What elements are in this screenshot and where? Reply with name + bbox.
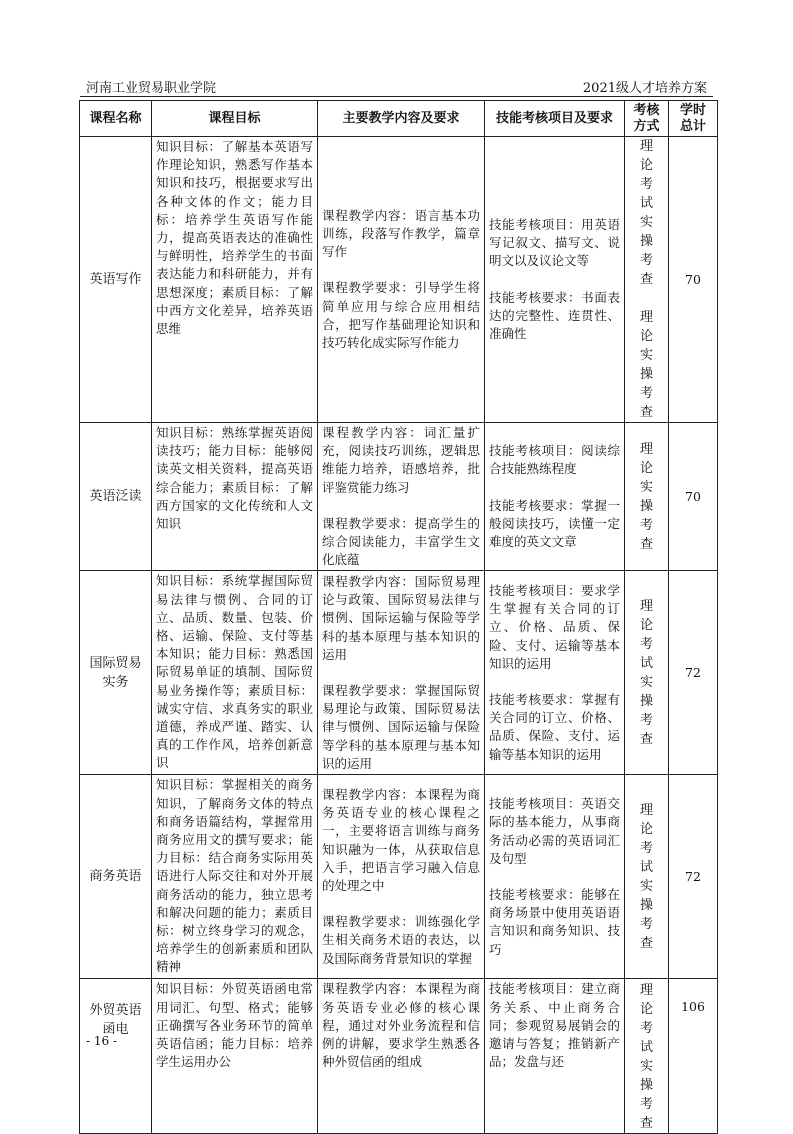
skill-assessment xyxy=(485,571,625,775)
course-goal: 知识目标：了解基本英语写作理论知识，熟悉写作基本知识和技巧，根据要求写出各种文体的作文；能力目标：培养学生英语写作能力，提高英语表达的准确性与鲜明性，培养学生的书面表达能力和科研能力，并有思想深度；素质目标：了解中西方文化差异，培养英语思维 xyxy=(152,137,318,423)
total-hours: 70 xyxy=(669,423,718,571)
skill-item: 技能考核项目：要求学生掌握有关合同的订立、价格、品质、保险、支付、运输等基本知识的运用 xyxy=(489,583,620,671)
header-divider xyxy=(80,96,713,97)
method-text-2: 理论实操考查 xyxy=(639,310,653,420)
assessment-method xyxy=(625,137,669,423)
col-header-name: 课程名称 xyxy=(80,101,152,137)
col-header-goal: 课程目标 xyxy=(152,101,318,137)
teaching-content: 课程教学内容：国际贸易理论与政策、国际贸易法律与惯例、国际运输与保险等学科的基本原理与基本知识的运用 xyxy=(322,573,480,662)
skill-item: 技能考核项目：建立商务关系、中止商务合同；参观贸易展销会的邀请与答复；推销新产品；发盘与还 xyxy=(489,981,620,1070)
skill-item: 技能考核项目：用英语写记叙文、描写文、说明文以及议论文等 xyxy=(489,216,620,269)
page-header-school: 河南工业贸易职业学院 xyxy=(86,81,217,96)
teaching-requirement: 课程教学要求：提高学生的综合阅读能力，丰富学生文化底蕴 xyxy=(322,515,480,568)
skill-requirement: 技能考核要求：书面表达的完整性、连贯性、准确性 xyxy=(489,289,620,341)
skill-requirement: 技能考核要求：能够在商务场景中使用英语语言知识和商务知识、技巧 xyxy=(489,886,620,957)
total-hours: 72 xyxy=(669,775,718,979)
course-goal: 知识目标：系统掌握国际贸易法律与惯例、合同的订立、品质、数量、包装、价格、运输、保险、支付等基本知识；能力目标：熟悉国际贸易单证的填制、国际贸易业务操作等；素质目标：诚实守信、求真务实的职业道德，养成严谨、踏实、认真的工作作风，培养创新意识 xyxy=(152,571,318,775)
page-number: - 16 - xyxy=(86,1034,118,1048)
total-hours: 106 xyxy=(669,979,718,1134)
total-hours: 70 xyxy=(669,137,718,423)
course-name: 英语写作 xyxy=(80,137,152,423)
total-hours: 72 xyxy=(669,571,718,775)
skill-assessment xyxy=(485,137,625,423)
skill-assessment xyxy=(485,775,625,979)
skill-assessment xyxy=(485,979,625,1134)
table-row xyxy=(80,775,718,979)
skill-item: 技能考核项目：英语交际的基本能力，从事商务活动必需的英语词汇及句型 xyxy=(489,796,620,866)
course-content xyxy=(318,423,485,571)
skill-requirement: 技能考核要求：掌握一般阅读技巧，读懂一定难度的英文文章 xyxy=(489,497,620,550)
table-header-row xyxy=(80,101,718,137)
assessment-method: 理论实操考查 xyxy=(625,423,669,571)
table-row xyxy=(80,423,718,571)
assessment-method: 理论考试实操考查 xyxy=(625,775,669,979)
assessment-method: 理论考试实操考查 xyxy=(625,979,669,1134)
teaching-requirement: 课程教学要求：训练强化学生相关商务术语的表达，以及国际商务背景知识的掌握 xyxy=(322,914,480,966)
teaching-requirement: 课程教学要求：引导学生将简单应用与综合应用相结合，把写作基础理论知识和技巧转化成实际写作能力 xyxy=(322,280,480,350)
table-row xyxy=(80,571,718,775)
col-header-hours: 学时总计 xyxy=(669,101,718,137)
course-goal: 知识目标：外贸英语函电常用词汇、句型、格式；能够正确撰写各业务环节的简单英语信函；能力目标：培养学生运用办公 xyxy=(152,979,318,1134)
teaching-content: 课程教学内容：语言基本功训练，段落写作教学，篇章写作 xyxy=(322,207,480,260)
teaching-requirement: 课程教学要求：掌握国际贸易理论与政策、国际贸易法律与惯例、国际运输与保险等学科的基本原理与基本知识的运用 xyxy=(322,682,480,771)
col-header-skill: 技能考核项目及要求 xyxy=(485,101,625,137)
teaching-content: 课程教学内容：本课程为商务英语专业必修的核心课程，通过对外业务流程和信例的讲解，要求学生熟悉各种外贸信函的组成 xyxy=(322,981,480,1070)
course-name: 国际贸易实务 xyxy=(80,571,152,775)
course-content xyxy=(318,979,485,1134)
table-row xyxy=(80,979,718,1134)
teaching-content: 课程教学内容：本课程为商务英语专业的核心课程之一，主要将语言训练与商务知识融为一体，从获取信息入手，把语言学习融入信息的处理之中 xyxy=(322,787,480,894)
course-name: 英语泛读 xyxy=(80,423,152,571)
course-name: 商务英语 xyxy=(80,775,152,979)
method-text: 理论考试实操考查 xyxy=(639,139,653,287)
course-goal: 知识目标：掌握相关的商务知识，了解商务文体的特点和商务语篇结构，掌握常用商务应用文的撰写要求；能力目标：结合商务实际用英语进行人际交往和对外开展商务活动的能力，独立思考和解决问题的能力；素质目标：树立终身学习的观念，培养学生的创新素质和团队精神 xyxy=(152,775,318,979)
course-content xyxy=(318,775,485,979)
teaching-content: 课程教学内容：词汇量扩充，阅读技巧训练，逻辑思维能力培养，语感培养，批评鉴赏能力练习 xyxy=(322,425,480,495)
course-table xyxy=(79,100,718,1134)
skill-item: 技能考核项目：阅读综合技能熟练程度 xyxy=(489,443,620,477)
course-content xyxy=(318,571,485,775)
table-row xyxy=(80,137,718,423)
skill-assessment xyxy=(485,423,625,571)
course-name: 外贸英语函电 xyxy=(80,979,152,1134)
skill-requirement: 技能考核要求：掌握有关合同的订立、价格、品质、保险、支付、运输等基本知识的运用 xyxy=(489,692,620,762)
course-content xyxy=(318,137,485,423)
assessment-method: 理论考试实操考查 xyxy=(625,571,669,775)
col-header-method: 考核方式 xyxy=(625,101,669,137)
course-goal: 知识目标：熟练掌握英语阅读技巧；能力目标：能够阅读英文相关资料，提高英语综合能力；素质目标：了解西方国家的文化传统和人文知识 xyxy=(152,423,318,571)
col-header-content: 主要教学内容及要求 xyxy=(318,101,485,137)
page-header-plan: 2021级人才培养方案 xyxy=(582,81,707,96)
